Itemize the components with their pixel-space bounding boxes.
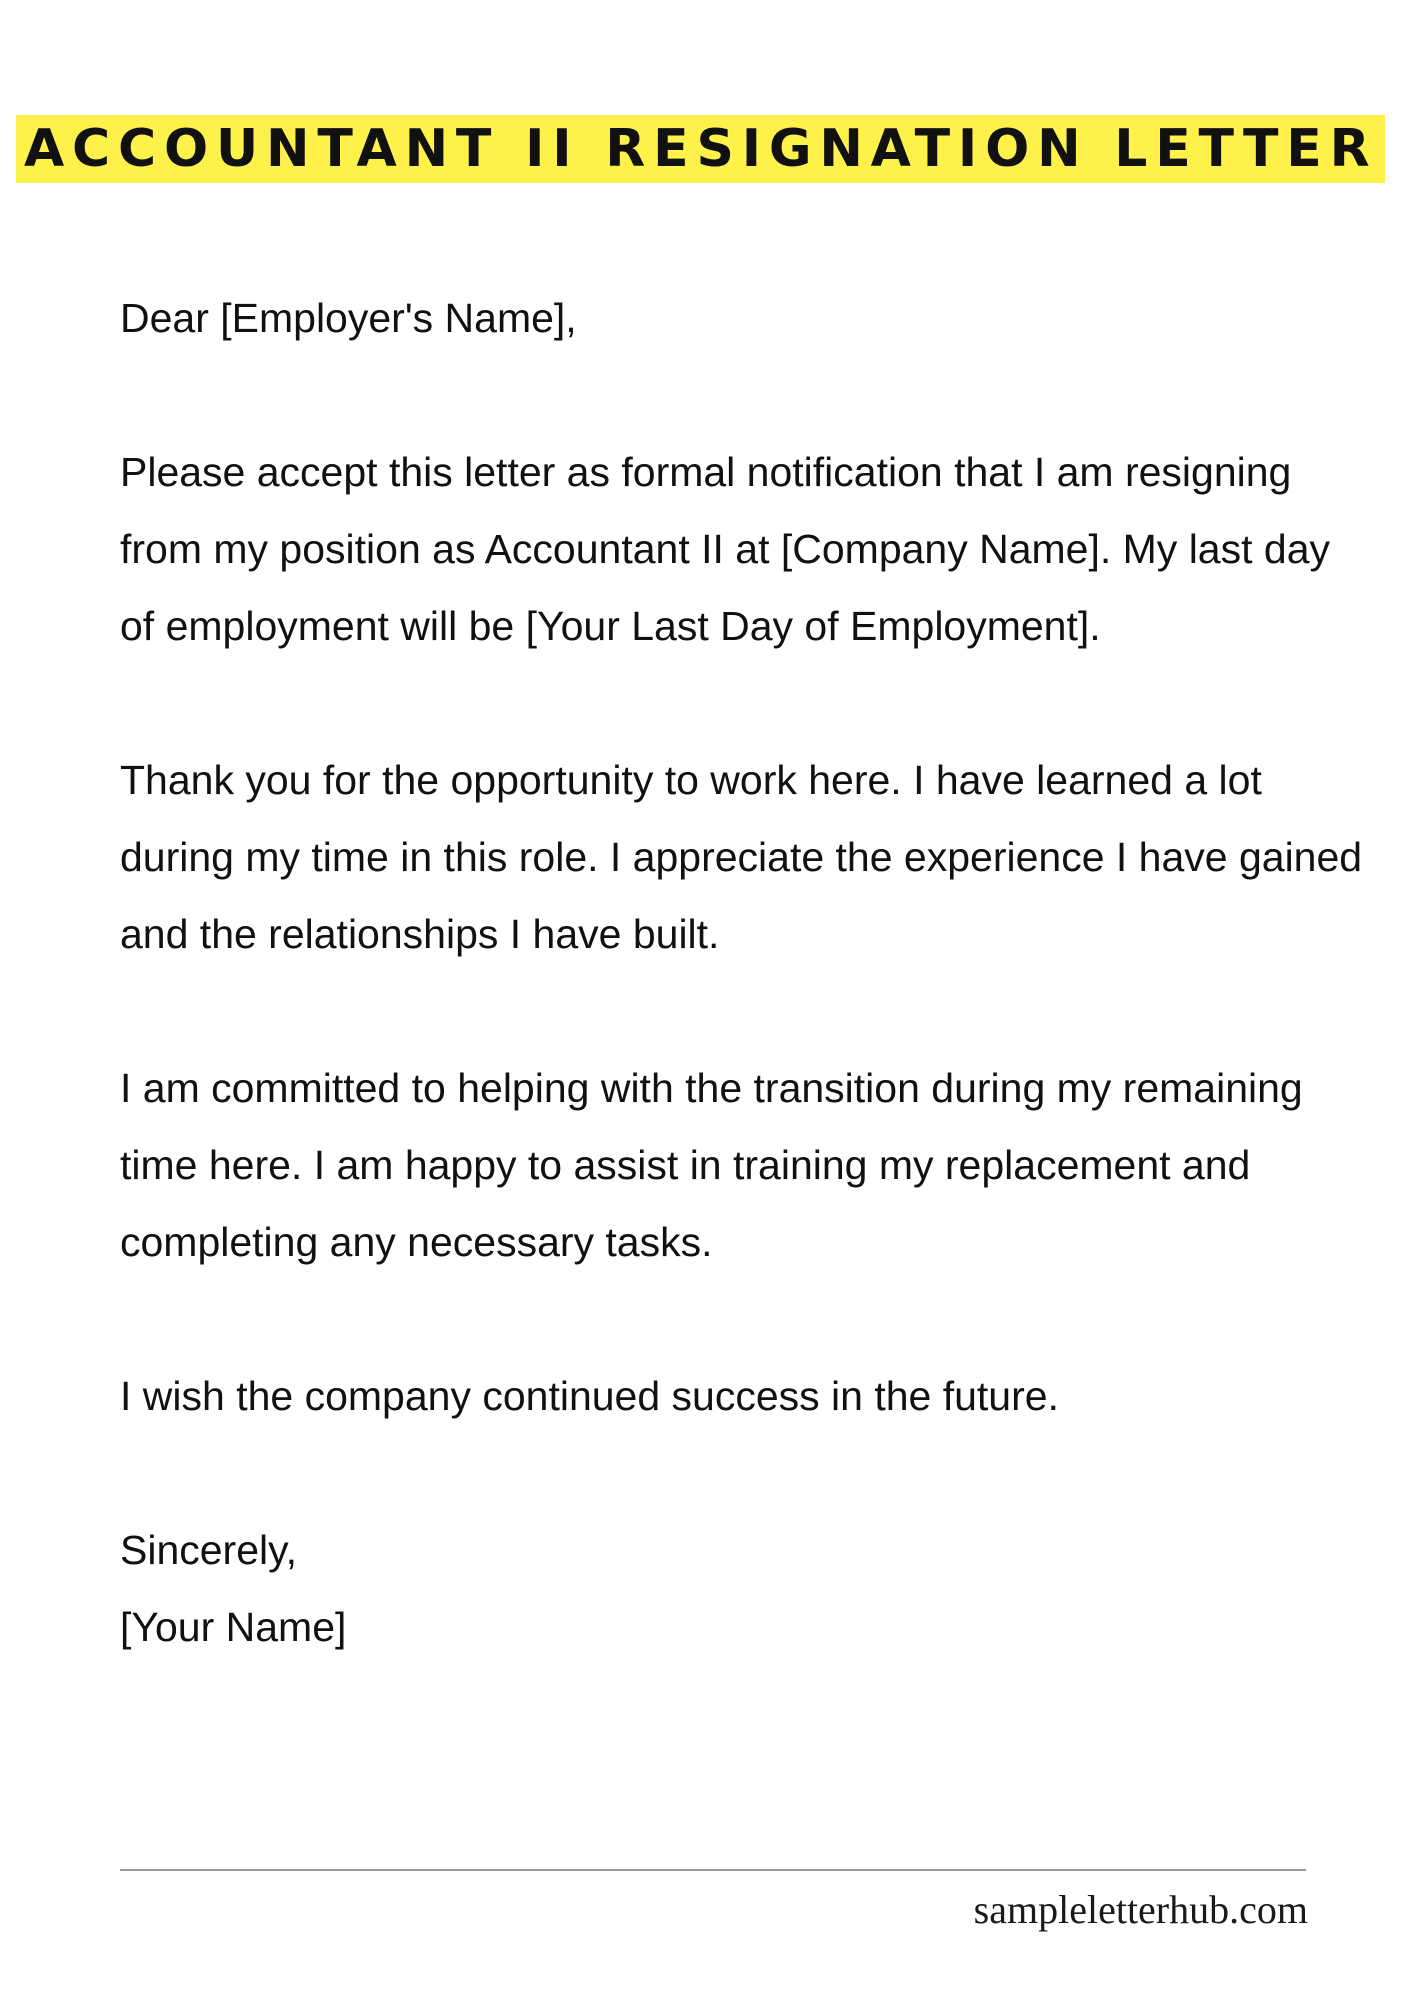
footer-divider — [120, 1869, 1306, 1871]
salutation: Dear [Employer's Name], — [120, 295, 577, 341]
closing-block — [120, 1512, 1370, 1666]
letter-body — [120, 280, 1370, 1666]
paragraph-4: I wish the company continued success in the future. — [120, 1373, 1059, 1419]
closing: Sincerely, — [120, 1527, 297, 1573]
paragraph-1: Please accept this letter as formal notification that I am resigning from my position as Accountant II at [Company Name]. My last day of employment will be [Your Last Day of Employment]. — [120, 449, 1331, 649]
title-highlight — [16, 115, 1385, 183]
page-title: ACCOUNTANT II RESIGNATION LETTER — [24, 119, 1378, 179]
paragraph-2: Thank you for the opportunity to work here. I have learned a lot during my time in this role. I appreciate the experience I have gained and the relationships I have built. — [120, 757, 1363, 957]
footer-site-name: sampleletterhub.com — [973, 1887, 1308, 1932]
signature: [Your Name] — [120, 1604, 347, 1650]
paragraph-3: I am committed to helping with the transition during my remaining time here. I am happy to assist in training my replacement and completing any necessary tasks. — [120, 1065, 1303, 1265]
